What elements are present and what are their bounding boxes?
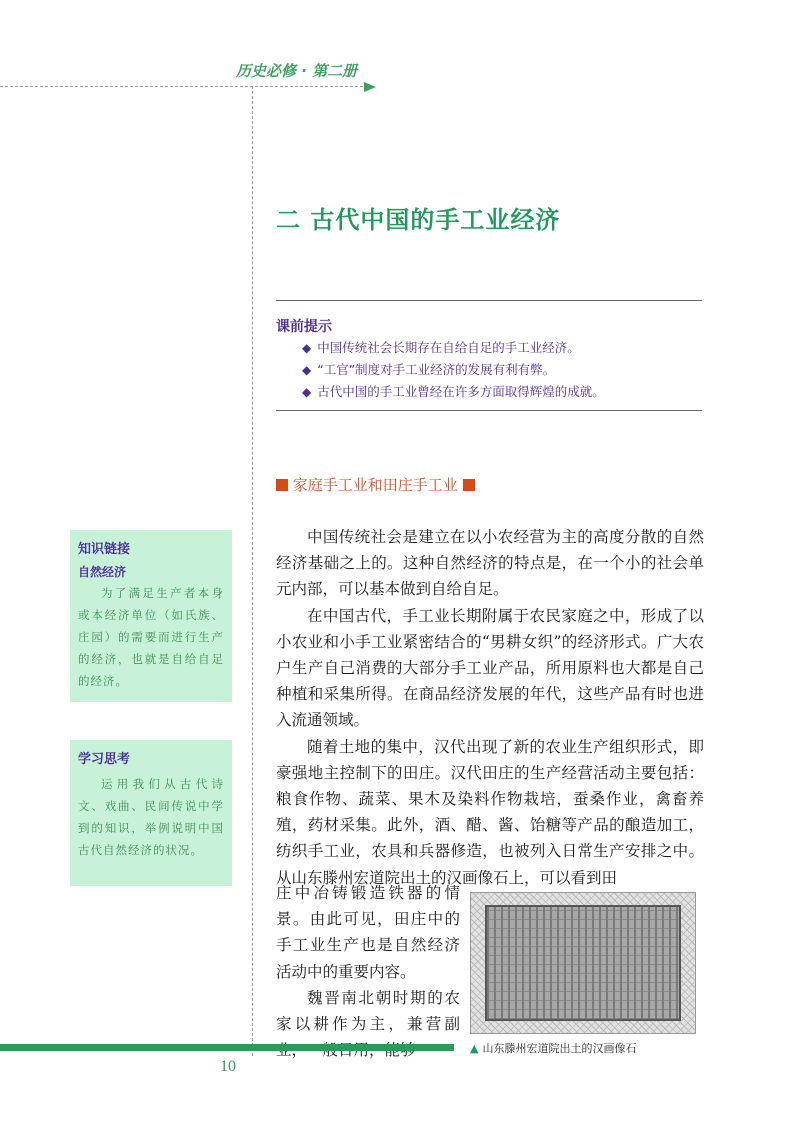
header-divider	[0, 86, 368, 87]
footer-bar	[0, 1044, 454, 1051]
chapter-title: 二 古代中国的手工业经济	[276, 206, 561, 234]
study-think-text: 运用我们从古代诗文、戏曲、民间传说中学到的知识，举例说明中国古代自然经济的状况。	[78, 777, 224, 857]
arrow-icon	[364, 82, 376, 92]
relief-panel	[485, 905, 681, 1021]
section-heading-text: 家庭手工业和田庄手工业	[292, 476, 458, 494]
knowledge-link-term: 自然经济	[78, 565, 127, 579]
page-number: 10	[220, 1058, 236, 1075]
square-marker-icon	[463, 479, 475, 491]
figure-caption: ▲ 山东滕州宏道院出土的汉画像石	[470, 1042, 637, 1055]
study-think-box	[70, 740, 232, 886]
list-item: ◆ 中国传统社会长期存在自给自足的手工业经济。	[302, 340, 580, 355]
book-title: 历史必修 · 第二册	[236, 62, 358, 80]
paragraph: 在中国古代，手工业长期附属于农民家庭之中，形成了以小农业和小手工业紧密结合的“男耕女织”的经济形式。广大农户生产自己消费的大部分手工业产品，所用原料也大都是自己种植和采集所得。在商品经济发展的年代，这些产品有时也进入流通领域。	[276, 606, 704, 730]
square-marker-icon	[276, 479, 288, 491]
paragraph: 随着土地的集中，汉代出现了新的农业生产组织形式，即豪强地主控制下的田庄。汉代田庄的生产经营活动主要包括：粮食作物、蔬菜、果木及染料作物栽培，蚕桑作业，禽畜养殖，药材采集。此外，酒、醋、酱、饴糖等产品的酿造加工，纺织手工业，农具和兵器修造，也被列入日常生产安排之中。从山东滕州宏道院出土的汉画像石上，可以看到田	[276, 737, 704, 887]
diamond-bullet-icon: ◆	[302, 363, 312, 377]
body-text	[276, 524, 704, 891]
preview-bottom-rule	[276, 410, 702, 411]
knowledge-link-text: 为了满足生产者本身或本经济单位（如氏族、庄园）的需要而进行生产的经济，也就是自给自足的经济。	[78, 586, 224, 688]
diamond-bullet-icon: ◆	[302, 385, 312, 399]
triangle-icon: ▲	[470, 1042, 479, 1055]
list-item: ◆ 古代中国的手工业曾经在许多方面取得辉煌的成就。	[302, 384, 605, 399]
paragraph: 中国传统社会是建立在以小农经营为主的高度分散的自然经济基础之上的。这种自然经济的特点是，在一个小的社会单元内部，可以基本做到自给自足。	[276, 528, 704, 599]
knowledge-link-title: 知识链接	[78, 542, 131, 557]
preview-top-rule	[276, 300, 702, 301]
margin-divider	[252, 86, 253, 1056]
han-stone-relief-image	[470, 892, 696, 1034]
wrapped-text	[276, 880, 460, 1063]
preview-list	[302, 338, 605, 404]
paragraph-continuation: 庄中冶铸锻造铁器的情景。由此可见，田庄中的手工业生产也是自然经济活动中的重要内容。	[276, 884, 460, 981]
paragraph: 魏晋南北朝时期的农家以耕作为主，兼营副	[276, 988, 460, 1034]
preview-heading: 课前提示	[276, 319, 332, 335]
diamond-bullet-icon: ◆	[302, 341, 312, 355]
study-think-title: 学习思考	[78, 752, 131, 767]
section-heading	[276, 474, 475, 495]
list-item: ◆ “工官”制度对手工业经济的发展有利有弊。	[302, 362, 556, 377]
knowledge-link-box	[70, 530, 232, 702]
